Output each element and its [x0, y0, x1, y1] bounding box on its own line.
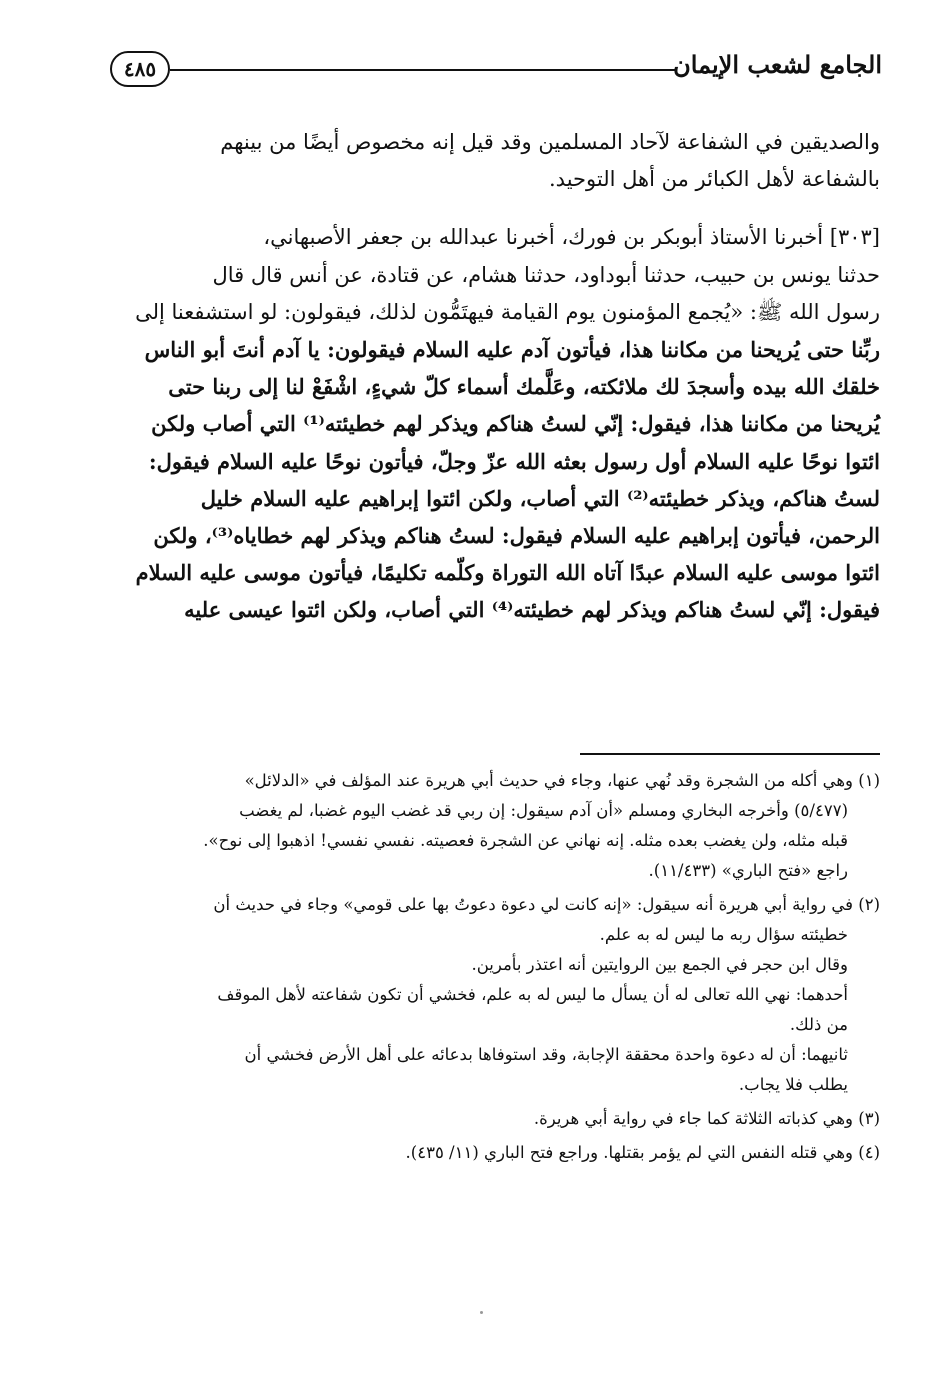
footnote-2-cont: ثانيهما: أن له دعوة واحدة محققة الإجابة، وقد استوفاها بدعائه على أهل الأرض فخشي أن: [244, 1045, 848, 1064]
footnote-1-cont: قبله مثله، ولن يغضب بعده مثله. إنه نهاني عن الشجرة فعصيته. نفسي نفسي! اذهبوا إلى نوح».: [203, 831, 848, 850]
hadith-text-line: الرحمن، فيأتون إبراهيم عليه السلام فيقول: لستُ هناكم ويذكر لهم خطاياه⁽³⁾، ولكن: [153, 523, 880, 549]
footnote-separator: [580, 753, 880, 755]
hadith-text-line: ربِّنا حتى يُريحنا من مكاننا هذا، فيأتون آدم عليه السلام فيقولون: يا آدم أنتَ أبو الناس: [144, 337, 880, 363]
text-line: رسول الله ﷺ: «يُجمع المؤمنون يوم القيامة فيهتَمُّون لذلك، فيقولون: لو استشفعنا إلى: [135, 299, 880, 324]
hadith-text-line: ائتوا نوحًا عليه السلام أول رسول بعثه الله عزّ وجلّ، فيأتون نوحًا عليه السلام فيقول:: [148, 448, 880, 474]
page-speck: [480, 1311, 483, 1314]
footnote-1: (١) وهي أكله من الشجرة وقد نُهي عنها، وجاء في حديث أبي هريرة عند المؤلف في «الدلائل»: [244, 771, 880, 790]
hadith-text-line: فيقول: إنّي لستُ هناكم ويذكر لهم خطيئته⁽⁴⁾ التي أصاب، ولكن ائتوا عيسى عليه: [184, 597, 880, 623]
footnote-2-cont: وقال ابن حجر في الجمع بين الروايتين أنه اعتذر بأمرين.: [471, 955, 848, 974]
footnotes: [104, 766, 880, 1168]
page-number: ٤٨٥: [110, 51, 170, 87]
footnote-2-cont: يطلب فلا يجاب.: [738, 1075, 848, 1094]
text-line: والصديقين في الشفاعة لآحاد المسلمين وقد قيل إنه مخصوص أيضًا من بينهم: [220, 130, 880, 154]
footnote-1-cont: راجع «فتح الباري» (١١/٤٣٣).: [648, 861, 848, 880]
footnote-3: (٣) وهي كذباته الثلاثة كما جاء في رواية أبي هريرة.: [533, 1109, 880, 1128]
hadith-text-line: لستُ هناكم، ويذكر خطيئته⁽²⁾ التي أصاب، ولكن ائتوا إبراهيم عليه السلام خليل: [200, 485, 880, 511]
page-header: [100, 40, 882, 100]
text-line: حدثنا يونس بن حبيب، حدثنا أبوداود، حدثنا هشام، عن قتادة، عن أنس قال قال: [212, 262, 880, 287]
footnote-2-cont: من ذلك.: [789, 1015, 848, 1034]
footnote-4: (٤) وهي قتله النفس التي لم يؤمر بقتلها. وراجع فتح الباري (١١/ ٤٣٥).: [405, 1143, 880, 1162]
text-line: بالشفاعة لأهل الكبائر من أهل التوحيد.: [549, 167, 880, 192]
hadith-text-line: يُريحنا من مكاننا هذا، فيقول: إنّي لستُ هناكم ويذكر لهم خطيئته⁽¹⁾ التي أصاب ولكن: [151, 411, 880, 437]
header-rule: [170, 69, 676, 71]
hadith-text-line: ائتوا موسى عليه السلام عبدًا آتاه الله التوراة وكلّمه تكليمًا، فيأتون موسى عليه السلام: [135, 560, 880, 586]
hadith-text-line: خلقك الله بيده وأسجدَ لك ملائكته، وعَلَّمك أسماء كلّ شيءٍ، اشْفَعْ لنا إلى ربنا حتى: [168, 374, 880, 400]
footnote-2-cont: أحدهما: نهي الله تعالى له أن يسأل ما ليس له به علم، فخشي أن تكون شفاعته لأهل الموقف: [217, 985, 848, 1004]
running-title: الجامع لشعب الإيمان: [673, 50, 882, 79]
hadith-number-line: [٣٠٣] أخبرنا الأستاذ أبوبكر بن فورك، أخبرنا عبدالله بن جعفر الأصبهاني،: [263, 225, 880, 250]
main-text: [104, 124, 880, 629]
footnote-1-cont: (٥/٤٧٧) وأخرجه البخاري ومسلم «أن آدم سيقول: إن ربي قد غضب اليوم غضبا، لم يغضب: [239, 801, 848, 820]
footnote-2-cont: خطيئته سؤال ربه ما ليس له به علم.: [599, 925, 848, 944]
footnote-2: (٢) في رواية أبي هريرة أنه سيقول: «إنه كانت لي دعوة دعوتُ بها على قومي» وجاء في حديث أن: [213, 895, 880, 914]
